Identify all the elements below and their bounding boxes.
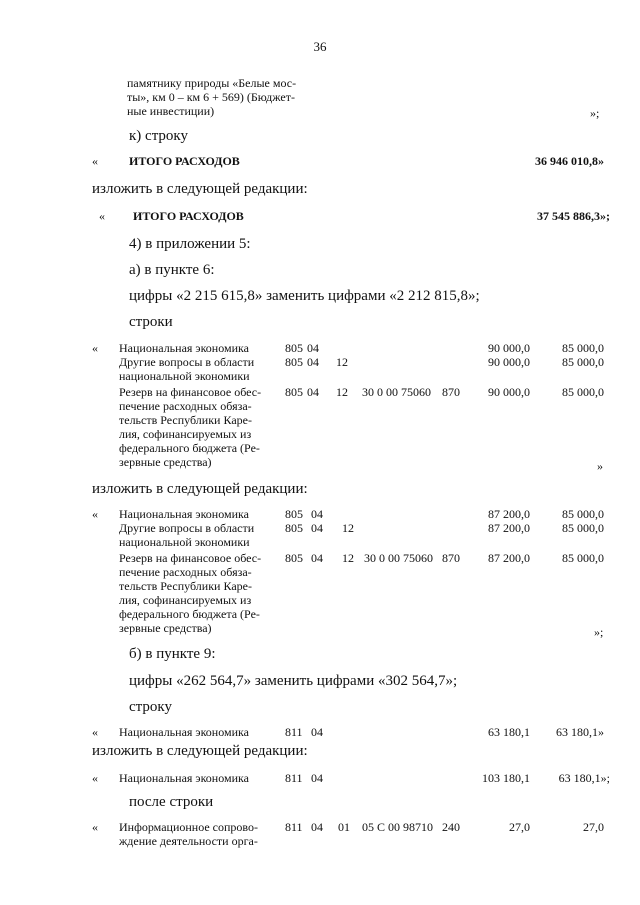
table-cell-v2: 85 000,0 [562, 355, 604, 369]
table-cell-c1: 805 [285, 521, 303, 535]
table-row-name: Национальная экономика [119, 341, 249, 355]
table-row-name-line: национальной экономики [119, 369, 250, 383]
table-cell-c2: 04 [307, 355, 319, 369]
row-new-v2: 63 180,1»; [558, 771, 610, 785]
last-row-c4: 05 С 00 98710 [362, 820, 434, 834]
table-row-name-line: Другие вопросы в области [119, 355, 255, 369]
last-row-c2: 04 [311, 820, 323, 834]
last-row-name-line: ждение деятельности орга- [119, 834, 258, 848]
table-cell-c2: 04 [307, 341, 319, 355]
table-cell-c4: 30 0 00 75060 [364, 551, 433, 565]
row-old-v1: 63 180,1 [488, 725, 530, 739]
row-new-open-quote: « [92, 771, 98, 785]
item-b: б) в пункте 9: [129, 646, 216, 662]
table-cell-c5: 870 [442, 551, 460, 565]
itogo-new-open-quote: « [99, 209, 105, 223]
row-old-name: Национальная экономика [119, 725, 249, 739]
stroku: строку [129, 699, 172, 715]
table-row-name: Национальная экономика [119, 507, 249, 521]
table-row-name-line: Другие вопросы в области [119, 521, 255, 535]
table-row-name-line: зервные средства) [119, 455, 212, 469]
table-cell-v2: 85 000,0 [562, 521, 604, 535]
row-new-v1: 103 180,1 [482, 771, 530, 785]
table-old-close-quote: » [597, 459, 603, 473]
table-cell-v1: 87 200,0 [488, 521, 530, 535]
last-row-c1: 811 [285, 820, 303, 834]
table-cell-v1: 90 000,0 [488, 385, 530, 399]
intro-desc-line: памятнику природы «Белые мос- [127, 76, 297, 90]
table-row-name [119, 355, 254, 383]
k-line: к) строку [129, 128, 189, 144]
table-row-name-line: зервные средства) [119, 621, 212, 635]
table-cell-c3: 12 [342, 551, 354, 565]
table-row-name-line: тельств Республики Каре- [119, 579, 252, 593]
table-cell-v2: 85 000,0 [562, 385, 604, 399]
itogo-new-value: 37 545 886,3»; [537, 209, 610, 223]
table-cell-c3: 12 [336, 355, 348, 369]
table-cell-c1: 805 [285, 385, 303, 399]
table-cell-c3: 12 [342, 521, 354, 535]
izlozhit-3: изложить в следующей редакции: [92, 743, 308, 759]
table-cell-c2: 04 [311, 507, 323, 521]
table-row-name-line: Резерв на финансовое обес- [119, 385, 262, 399]
table-row-name [119, 385, 261, 469]
page-number: 36 [313, 39, 327, 54]
table-cell-c2: 04 [311, 551, 323, 565]
table-row-name-line: тельств Республики Каре- [119, 413, 252, 427]
intro-desc [127, 76, 296, 118]
intro-desc-line: ты», км 0 – км 6 + 569) (Бюджет- [127, 90, 295, 104]
table-row-name-line: федерального бюджета (Ре- [119, 607, 260, 621]
table-cell-c3: 12 [336, 385, 348, 399]
itogo-old-open-quote: « [92, 154, 98, 168]
izlozhit-1: изложить в следующей редакции: [92, 181, 308, 197]
item-4: 4) в приложении 5: [129, 236, 251, 252]
izlozhit-2: изложить в следующей редакции: [92, 481, 308, 497]
last-row-c5: 240 [442, 820, 460, 834]
table-cell-v2: 85 000,0 [562, 551, 604, 565]
row-old-v2: 63 180,1» [556, 725, 604, 739]
table-row-name-line: лия, софинансируемых из [119, 427, 252, 441]
table-cell-v1: 87 200,0 [488, 507, 530, 521]
table-row-name-line: национальной экономики [119, 535, 250, 549]
last-row-v1: 27,0 [509, 820, 530, 834]
cifry-2: цифры «262 564,7» заменить цифрами «302 564,7»; [129, 673, 458, 689]
table-cell-v2: 85 000,0 [562, 341, 604, 355]
table-cell-c5: 870 [442, 385, 460, 399]
last-row-name [119, 820, 258, 848]
table-row-name-line: Резерв на финансовое обес- [119, 551, 262, 565]
table-cell-c1: 805 [285, 551, 303, 565]
row-new-name: Национальная экономика [119, 771, 249, 785]
table-cell-c2: 04 [307, 385, 319, 399]
table-new-open-quote: « [92, 507, 98, 521]
itogo-old-label: ИТОГО РАСХОДОВ [129, 154, 240, 168]
row-old-c1: 811 [285, 725, 303, 739]
table-cell-c1: 805 [285, 355, 303, 369]
row-old-open-quote: « [92, 725, 98, 739]
intro-desc-line: ные инвестиции) [127, 104, 215, 118]
row-new-c1: 811 [285, 771, 303, 785]
table-cell-c2: 04 [311, 521, 323, 535]
table-cell-c1: 805 [285, 507, 303, 521]
posle-line: после строки [129, 794, 214, 810]
table-new-close-quote: »; [594, 625, 604, 639]
table-row-name-line: печение расходных обяза- [119, 565, 252, 579]
last-row-c3: 01 [338, 820, 350, 834]
table-cell-v2: 85 000,0 [562, 507, 604, 521]
cifry-1: цифры «2 215 615,8» заменить цифрами «2 212 815,8»; [129, 288, 480, 304]
table-cell-c4: 30 0 00 75060 [362, 385, 431, 399]
itogo-old-value: 36 946 010,8» [535, 154, 604, 168]
last-row-name-line: Информационное сопрово- [119, 820, 259, 834]
table-old-open-quote: « [92, 341, 98, 355]
item-a: а) в пункте 6: [129, 262, 215, 278]
table-cell-v1: 87 200,0 [488, 551, 530, 565]
row-new-c2: 04 [311, 771, 323, 785]
table-cell-v1: 90 000,0 [488, 355, 530, 369]
table-cell-c1: 805 [285, 341, 303, 355]
stroki: строки [129, 314, 173, 330]
table-row-name [119, 551, 261, 635]
last-row-open-quote: « [92, 820, 98, 834]
table-row-name-line: печение расходных обяза- [119, 399, 252, 413]
last-row-v2: 27,0 [583, 820, 604, 834]
table-row-name [119, 521, 254, 549]
table-row-name-line: федерального бюджета (Ре- [119, 441, 260, 455]
intro-close-quote: »; [590, 106, 600, 120]
itogo-new-label: ИТОГО РАСХОДОВ [133, 209, 244, 223]
table-row-name-line: лия, софинансируемых из [119, 593, 252, 607]
table-cell-v1: 90 000,0 [488, 341, 530, 355]
row-old-c2: 04 [311, 725, 323, 739]
